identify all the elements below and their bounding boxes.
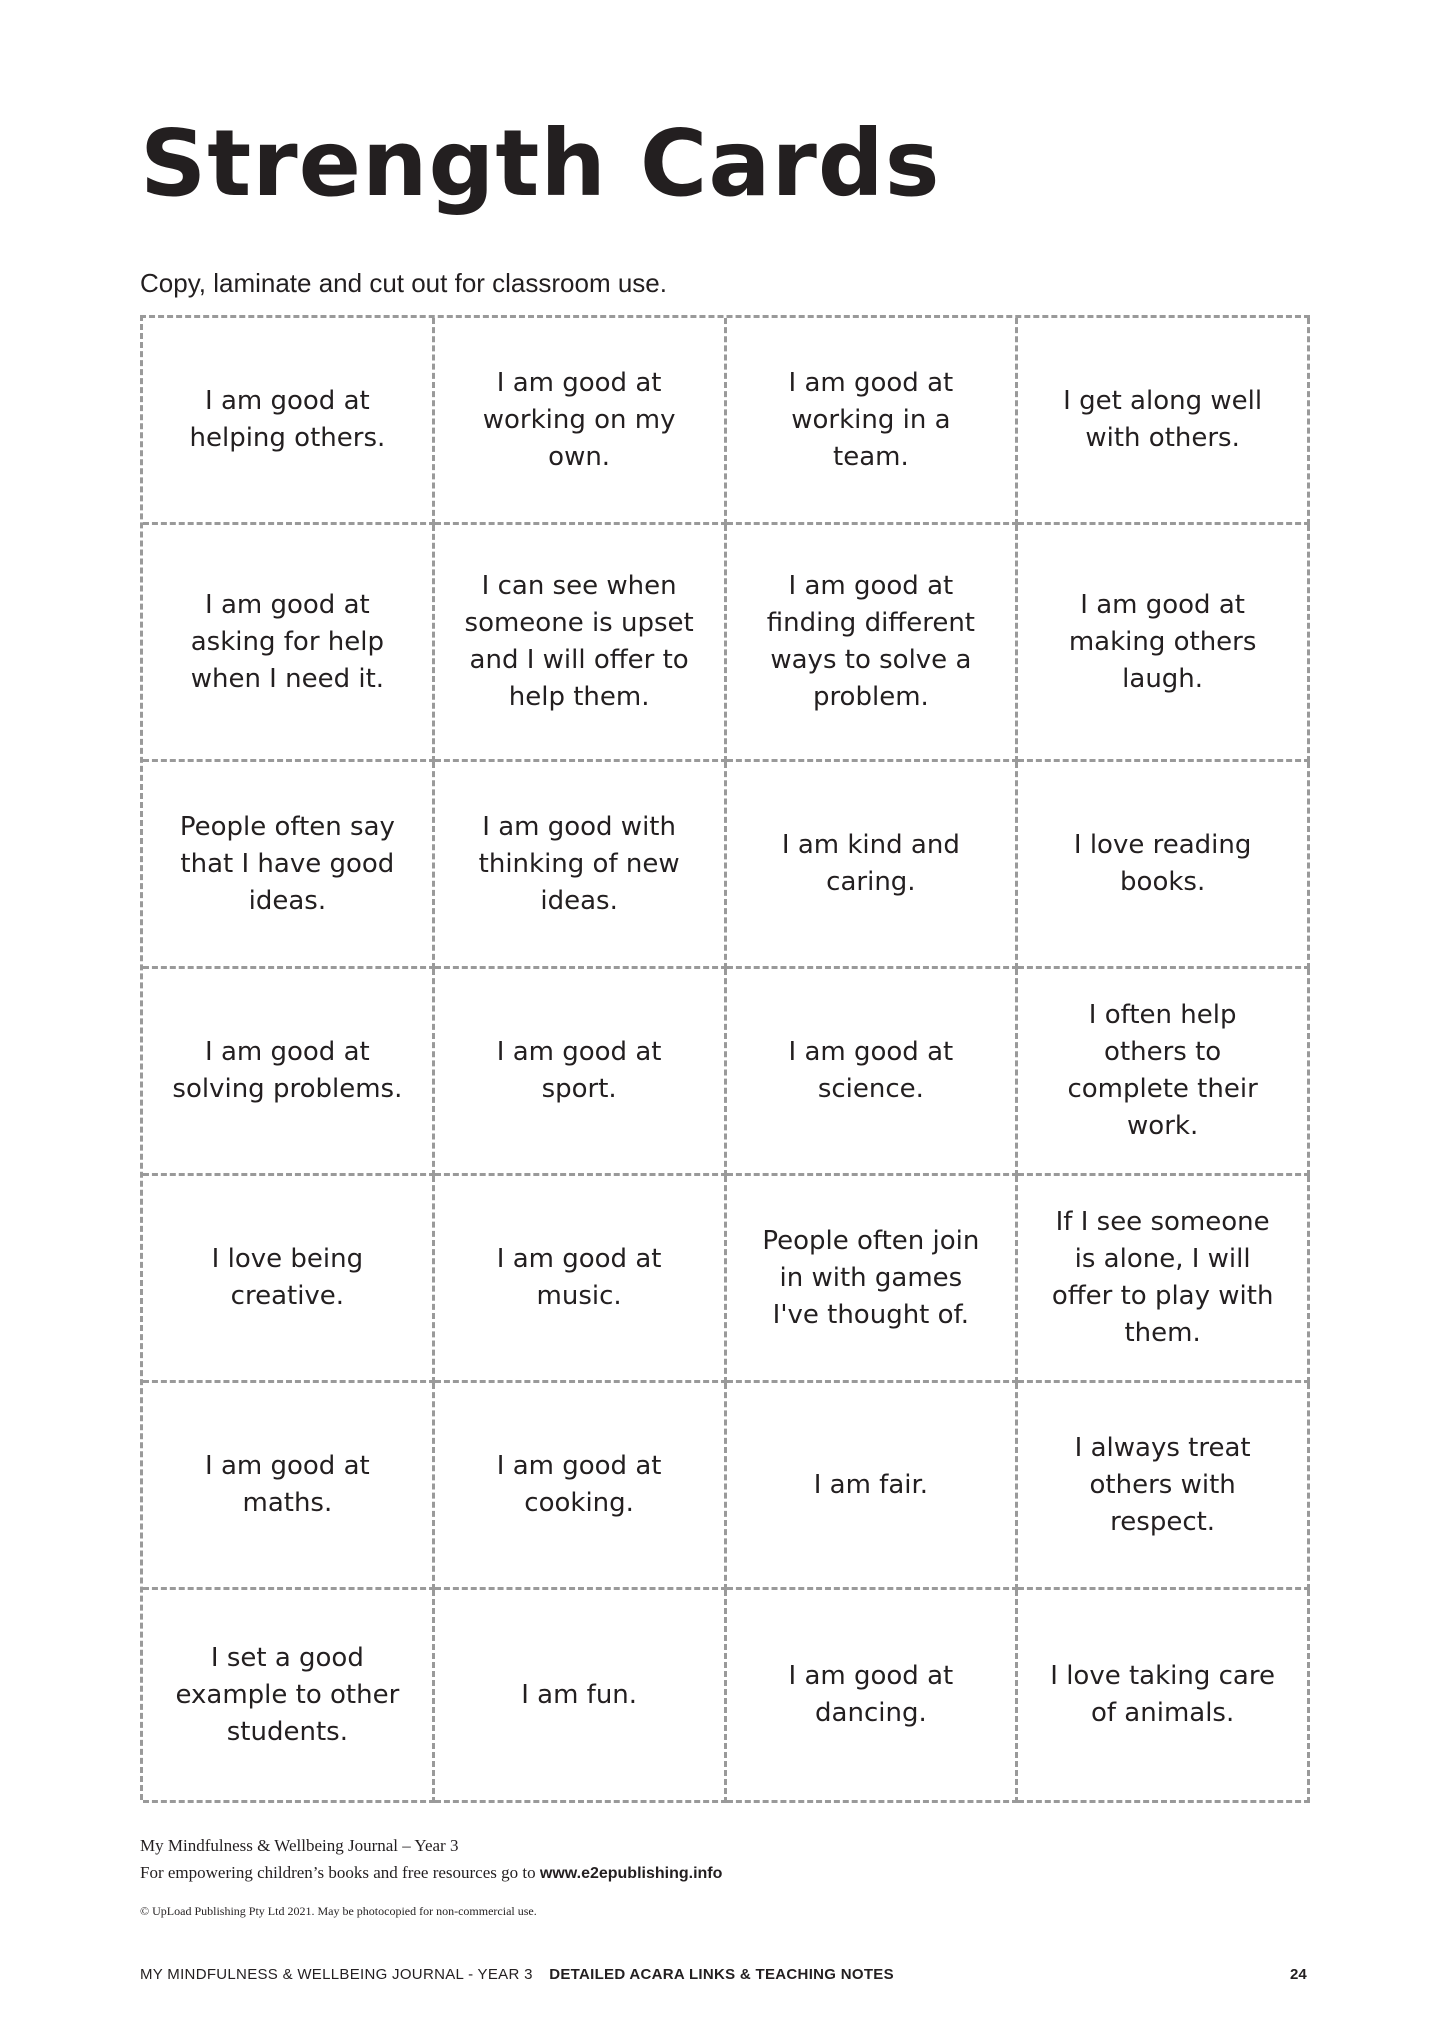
- strength-card: [143, 525, 435, 762]
- journal-title: My Mindfulness & Wellbeing Journal – Year 3: [140, 1836, 459, 1855]
- strength-card-text: I am good at science.: [788, 1037, 954, 1104]
- strength-card: [727, 969, 1019, 1176]
- strength-card-text: I often help others to complete their work.: [1067, 1000, 1258, 1141]
- strength-card-text: I can see when someone is upset and I will offer to help them.: [464, 571, 694, 712]
- strength-card: [435, 318, 727, 525]
- strength-card-text: I am good at working in a team.: [788, 367, 954, 472]
- strength-card-text: I love being creative.: [211, 1244, 364, 1311]
- strength-card: [435, 969, 727, 1176]
- strength-card: [727, 1176, 1019, 1383]
- strength-card-text: I am good at cooking.: [496, 1451, 662, 1518]
- strength-card: [143, 1176, 435, 1383]
- strength-card: [435, 762, 727, 969]
- strength-card: [727, 525, 1019, 762]
- strength-card-text: I am good at asking for help when I need it.: [190, 589, 385, 694]
- strength-card: [435, 1176, 727, 1383]
- strength-card: [143, 318, 435, 525]
- resources-text: For empowering children’s books and free resources go to: [140, 1863, 536, 1882]
- strength-card-text: I am fun.: [521, 1679, 638, 1710]
- strength-card-text: I am good at making others laugh.: [1068, 589, 1257, 694]
- strength-card: [143, 762, 435, 969]
- strength-card: [435, 1590, 727, 1803]
- strength-card: [727, 1383, 1019, 1590]
- strength-card: [1018, 1590, 1310, 1803]
- strength-card: [143, 1590, 435, 1803]
- copyright-notice: © UpLoad Publishing Pty Ltd 2021. May be photocopied for non-commercial use.: [140, 1904, 537, 1918]
- strength-card-text: I am kind and caring.: [781, 830, 960, 897]
- strength-card: [1018, 318, 1310, 525]
- strength-card-text: I am good with thinking of new ideas.: [478, 811, 680, 916]
- strength-card-text: I am good at music.: [496, 1244, 662, 1311]
- strength-card-text: I always treat others with respect.: [1074, 1432, 1251, 1537]
- strength-card-text: People often say that I have good ideas.: [179, 811, 395, 916]
- resources-line: [140, 1863, 722, 1883]
- page-number: 24: [1290, 1966, 1307, 1983]
- strength-card: [727, 318, 1019, 525]
- strength-card-text: I love taking care of animals.: [1050, 1661, 1275, 1728]
- strength-card-text: I set a good example to other students.: [175, 1642, 400, 1747]
- strength-card-text: I get along well with others.: [1063, 386, 1263, 453]
- strength-card: [1018, 525, 1310, 762]
- strength-card-text: If I see someone is alone, I will offer to play with them.: [1051, 1207, 1274, 1348]
- strength-card: [1018, 1383, 1310, 1590]
- instructions-text: Copy, laminate and cut out for classroom use.: [140, 268, 667, 298]
- strength-card-text: I am good at dancing.: [788, 1661, 954, 1728]
- running-title: MY MINDFULNESS & WELLBEING JOURNAL - YEAR 3: [140, 1966, 533, 1983]
- strength-card-text: I am good at finding different ways to solve a problem.: [766, 571, 975, 712]
- strength-cards-grid: [140, 315, 1310, 1800]
- strength-card: [143, 1383, 435, 1590]
- strength-card-text: I am good at working on my own.: [482, 367, 676, 472]
- strength-card-text: I am good at maths.: [205, 1451, 370, 1518]
- strength-card-text: I am fair.: [813, 1469, 929, 1500]
- strength-card: [435, 1383, 727, 1590]
- strength-card: [143, 969, 435, 1176]
- strength-card-text: I am good at solving problems.: [172, 1037, 403, 1104]
- strength-card-text: I love reading books.: [1073, 830, 1252, 897]
- resources-link[interactable]: www.e2epublishing.info: [539, 1865, 723, 1882]
- strength-card: [1018, 762, 1310, 969]
- strength-card: [1018, 969, 1310, 1176]
- strength-card: [1018, 1176, 1310, 1383]
- page-title: Strength Cards: [140, 110, 941, 217]
- strength-card-text: I am good at helping others.: [189, 386, 386, 453]
- strength-card-text: People often join in with games I've thought of.: [762, 1225, 980, 1330]
- running-section: DETAILED ACARA LINKS & TEACHING NOTES: [549, 1966, 894, 1983]
- strength-card: [727, 762, 1019, 969]
- strength-card: [727, 1590, 1019, 1803]
- strength-card: [435, 525, 727, 762]
- strength-card-text: I am good at sport.: [496, 1037, 662, 1104]
- running-footer: [140, 1966, 894, 1983]
